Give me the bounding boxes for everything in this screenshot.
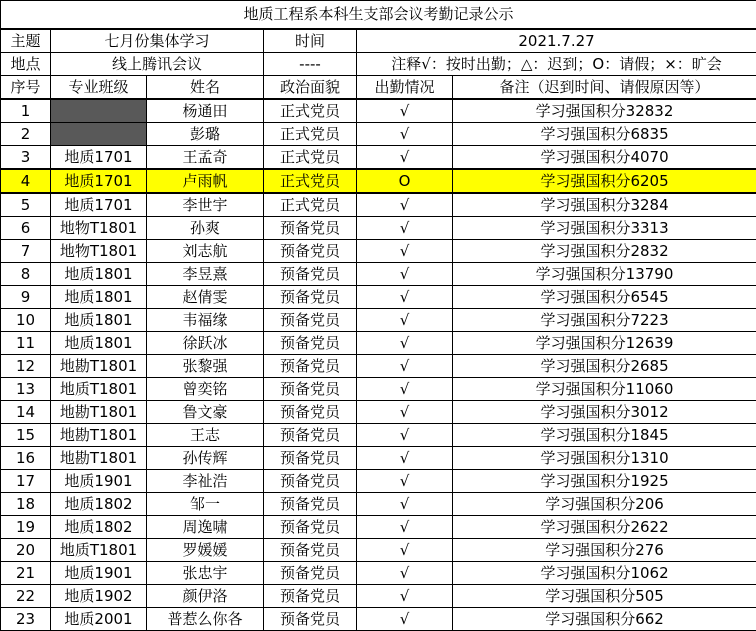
name-cell: 李昱熹 (147, 263, 264, 286)
name-cell: 孙爽 (147, 217, 264, 240)
attendance-mark-cell: √ (357, 424, 453, 447)
class-cell: 地质1801 (51, 332, 147, 355)
title-row (1, 1, 756, 30)
row-number-cell: 1 (1, 99, 51, 123)
class-cell: 地勘T1801 (51, 447, 147, 470)
remark-cell: 学习强国积分1845 (453, 424, 756, 447)
col-header-class: 专业班级 (51, 76, 147, 100)
table-row (1, 424, 756, 447)
name-cell: 李祉浩 (147, 470, 264, 493)
attendance-mark-cell: √ (357, 123, 453, 146)
time-label: 时间 (264, 29, 357, 53)
row-number-cell: 4 (1, 169, 51, 193)
table-row (1, 169, 756, 193)
political-status-cell: 正式党员 (264, 193, 357, 217)
political-status-cell: 预备党员 (264, 585, 357, 608)
name-cell: 普惹么你各 (147, 608, 264, 631)
remark-cell: 学习强国积分1062 (453, 562, 756, 585)
remark-cell: 学习强国积分276 (453, 539, 756, 562)
class-cell (51, 99, 147, 123)
row-number-cell: 5 (1, 193, 51, 217)
location-row (1, 53, 756, 76)
attendance-mark-cell: √ (357, 447, 453, 470)
table-row (1, 263, 756, 286)
name-cell: 卢雨帆 (147, 169, 264, 193)
political-status-cell: 预备党员 (264, 447, 357, 470)
attendance-mark-cell: √ (357, 240, 453, 263)
remark-cell: 学习强国积分4070 (453, 146, 756, 170)
political-status-cell: 预备党员 (264, 401, 357, 424)
table-row (1, 217, 756, 240)
row-number-cell: 6 (1, 217, 51, 240)
name-cell: 杨通田 (147, 99, 264, 123)
attendance-mark-cell: √ (357, 378, 453, 401)
table-row (1, 378, 756, 401)
time-value: 2021.7.27 (357, 29, 756, 53)
remark-cell: 学习强国积分3284 (453, 193, 756, 217)
row-number-cell: 10 (1, 309, 51, 332)
row-number-cell: 19 (1, 516, 51, 539)
political-status-cell: 预备党员 (264, 355, 357, 378)
row-number-cell: 3 (1, 146, 51, 170)
class-cell: 地质T1801 (51, 539, 147, 562)
col-header-attendance: 出勤情况 (357, 76, 453, 100)
political-status-cell: 预备党员 (264, 263, 357, 286)
class-cell: 地质1801 (51, 309, 147, 332)
table-row (1, 447, 756, 470)
political-status-cell: 正式党员 (264, 169, 357, 193)
attendance-rows (1, 99, 756, 631)
table-row (1, 516, 756, 539)
attendance-mark-cell: √ (357, 355, 453, 378)
table-row (1, 401, 756, 424)
name-cell: 张黎强 (147, 355, 264, 378)
attendance-mark-cell: √ (357, 309, 453, 332)
topic-row (1, 29, 756, 53)
remark-cell: 学习强国积分2622 (453, 516, 756, 539)
col-header-name: 姓名 (147, 76, 264, 100)
name-cell: 罗媛媛 (147, 539, 264, 562)
attendance-mark-cell: O (357, 169, 453, 193)
attendance-legend: 注释√：按时出勤；△：迟到；O：请假；×：旷会 (357, 53, 756, 76)
row-number-cell: 22 (1, 585, 51, 608)
col-header-status: 政治面貌 (264, 76, 357, 100)
topic-label: 主题 (1, 29, 51, 53)
class-cell: 地质1802 (51, 493, 147, 516)
political-status-cell: 预备党员 (264, 378, 357, 401)
row-number-cell: 13 (1, 378, 51, 401)
class-cell: 地质1902 (51, 585, 147, 608)
attendance-mark-cell: √ (357, 286, 453, 309)
class-cell: 地物T1801 (51, 217, 147, 240)
row-number-cell: 17 (1, 470, 51, 493)
attendance-mark-cell: √ (357, 562, 453, 585)
col-header-remark: 备注（迟到时间、请假原因等） (453, 76, 756, 100)
row-number-cell: 9 (1, 286, 51, 309)
remark-cell: 学习强国积分206 (453, 493, 756, 516)
table-row (1, 493, 756, 516)
table-row (1, 470, 756, 493)
name-cell: 王孟奇 (147, 146, 264, 170)
remark-cell: 学习强国积分3313 (453, 217, 756, 240)
attendance-mark-cell: √ (357, 193, 453, 217)
table-row (1, 309, 756, 332)
remark-cell: 学习强国积分3012 (453, 401, 756, 424)
political-status-cell: 预备党员 (264, 424, 357, 447)
political-status-cell: 预备党员 (264, 608, 357, 631)
table-row (1, 99, 756, 123)
class-cell: 地质1802 (51, 516, 147, 539)
remark-cell: 学习强国积分11060 (453, 378, 756, 401)
attendance-mark-cell: √ (357, 217, 453, 240)
remark-cell: 学习强国积分1925 (453, 470, 756, 493)
attendance-mark-cell: √ (357, 493, 453, 516)
row-number-cell: 21 (1, 562, 51, 585)
table-row (1, 608, 756, 631)
row-number-cell: 23 (1, 608, 51, 631)
location-label: 地点 (1, 53, 51, 76)
location-value: 线上腾讯会议 (51, 53, 264, 76)
name-cell: 李世宇 (147, 193, 264, 217)
row-number-cell: 14 (1, 401, 51, 424)
table-row (1, 193, 756, 217)
class-cell: 地质1801 (51, 263, 147, 286)
political-status-cell: 预备党员 (264, 516, 357, 539)
topic-value: 七月份集体学习 (51, 29, 264, 53)
political-status-cell: 预备党员 (264, 217, 357, 240)
attendance-mark-cell: √ (357, 608, 453, 631)
page-title: 地质工程系本科生支部会议考勤记录公示 (1, 1, 756, 30)
attendance-mark-cell: √ (357, 585, 453, 608)
attendance-mark-cell: √ (357, 516, 453, 539)
class-cell: 地质2001 (51, 608, 147, 631)
table-row (1, 332, 756, 355)
political-status-cell: 预备党员 (264, 470, 357, 493)
attendance-mark-cell: √ (357, 401, 453, 424)
table-row (1, 585, 756, 608)
column-header-row (1, 76, 756, 100)
table-row (1, 562, 756, 585)
class-cell: 地质1801 (51, 286, 147, 309)
attendance-mark-cell: √ (357, 332, 453, 355)
time-placeholder: ---- (264, 53, 357, 76)
remark-cell: 学习强国积分6835 (453, 123, 756, 146)
remark-cell: 学习强国积分7223 (453, 309, 756, 332)
table-row (1, 123, 756, 146)
name-cell: 曾奕铭 (147, 378, 264, 401)
table-row (1, 286, 756, 309)
name-cell: 刘志航 (147, 240, 264, 263)
class-cell: 地物T1801 (51, 240, 147, 263)
political-status-cell: 预备党员 (264, 539, 357, 562)
row-number-cell: 7 (1, 240, 51, 263)
class-cell: 地质T1801 (51, 378, 147, 401)
remark-cell: 学习强国积分32832 (453, 99, 756, 123)
class-cell: 地勘T1801 (51, 424, 147, 447)
class-cell: 地质1901 (51, 470, 147, 493)
row-number-cell: 8 (1, 263, 51, 286)
attendance-mark-cell: √ (357, 470, 453, 493)
row-number-cell: 2 (1, 123, 51, 146)
name-cell: 周逸啸 (147, 516, 264, 539)
attendance-mark-cell: √ (357, 539, 453, 562)
remark-cell: 学习强国积分2832 (453, 240, 756, 263)
political-status-cell: 正式党员 (264, 99, 357, 123)
remark-cell: 学习强国积分505 (453, 585, 756, 608)
remark-cell: 学习强国积分662 (453, 608, 756, 631)
name-cell: 颜伊洛 (147, 585, 264, 608)
name-cell: 孙传辉 (147, 447, 264, 470)
name-cell: 赵倩雯 (147, 286, 264, 309)
class-cell: 地勘T1801 (51, 355, 147, 378)
attendance-mark-cell: √ (357, 263, 453, 286)
row-number-cell: 11 (1, 332, 51, 355)
political-status-cell: 预备党员 (264, 309, 357, 332)
row-number-cell: 15 (1, 424, 51, 447)
name-cell: 鲁文豪 (147, 401, 264, 424)
name-cell: 徐跃冰 (147, 332, 264, 355)
remark-cell: 学习强国积分6545 (453, 286, 756, 309)
class-cell (51, 123, 147, 146)
remark-cell: 学习强国积分12639 (453, 332, 756, 355)
political-status-cell: 正式党员 (264, 146, 357, 170)
class-cell: 地质1701 (51, 193, 147, 217)
remark-cell: 学习强国积分1310 (453, 447, 756, 470)
table-row (1, 539, 756, 562)
table-row (1, 146, 756, 170)
attendance-mark-cell: √ (357, 99, 453, 123)
political-status-cell: 预备党员 (264, 562, 357, 585)
name-cell: 韦福缘 (147, 309, 264, 332)
class-cell: 地质1701 (51, 169, 147, 193)
political-status-cell: 正式党员 (264, 123, 357, 146)
class-cell: 地勘T1801 (51, 401, 147, 424)
political-status-cell: 预备党员 (264, 240, 357, 263)
remark-cell: 学习强国积分13790 (453, 263, 756, 286)
class-cell: 地质1901 (51, 562, 147, 585)
col-header-no: 序号 (1, 76, 51, 100)
row-number-cell: 12 (1, 355, 51, 378)
table-row (1, 355, 756, 378)
remark-cell: 学习强国积分6205 (453, 169, 756, 193)
name-cell: 彭璐 (147, 123, 264, 146)
political-status-cell: 预备党员 (264, 286, 357, 309)
table-row (1, 240, 756, 263)
attendance-mark-cell: √ (357, 146, 453, 170)
name-cell: 张忠宇 (147, 562, 264, 585)
class-cell: 地质1701 (51, 146, 147, 170)
political-status-cell: 预备党员 (264, 493, 357, 516)
row-number-cell: 20 (1, 539, 51, 562)
row-number-cell: 18 (1, 493, 51, 516)
name-cell: 王志 (147, 424, 264, 447)
row-number-cell: 16 (1, 447, 51, 470)
name-cell: 邹一 (147, 493, 264, 516)
remark-cell: 学习强国积分2685 (453, 355, 756, 378)
political-status-cell: 预备党员 (264, 332, 357, 355)
